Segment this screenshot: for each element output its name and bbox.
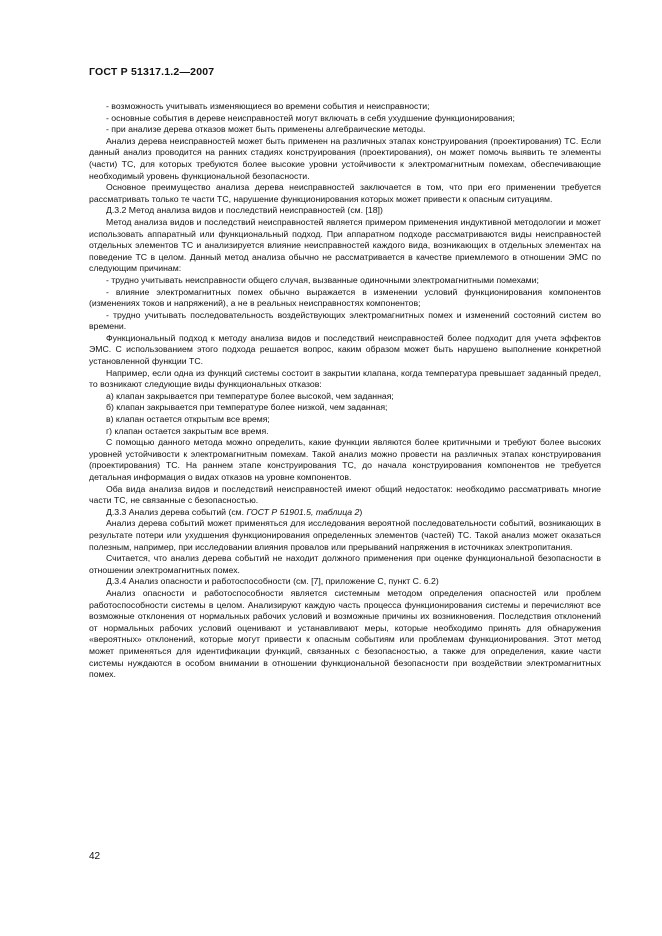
heading-suffix: ) bbox=[359, 506, 363, 517]
section-heading-d32: Д.3.2 Метод анализа видов и последствий неисправностей (см. [18]) bbox=[106, 205, 383, 216]
paragraph: Считается, что анализ дерева событий не находит должного применения при оценке функциональной безопасности в отношении электромагнитных помех. bbox=[89, 553, 601, 575]
list-item: - влияние электромагнитных помех обычно выражается в изменении условий функционирования компонентов (изменениях токов и напряжений), а не в реальных неисправностях компонентов; bbox=[89, 286, 601, 309]
paragraph: Анализ опасности и работоспособности является системным методом определения опасностей или проблем работоспособности системы в целом. Анализируют каждую часть процесса функционирования системы и перечисляют все возможные отклонения от нормальных рабочих условий и возможные причины их возникновения. Последствия отклонений от нормальных рабочих условий оценивают и устанавливают меры, которые необходимо принять для обнаружения «вероятных» отклонений, которые могут привести к опасным событиям или проблемам функционирования. Этот метод может применяться для идентификации функций, связанных с безопасностью, а также для определения, какие части системы нуждаются в особом внимании в отношении функциональной безопасности при воздействии электромагнитных помех. bbox=[89, 587, 601, 680]
paragraph: Например, если одна из функций системы состоит в закрытии клапана, когда температура превышает заданный предел, то возникают следующие виды функциональных отказов: bbox=[89, 367, 601, 390]
heading-text: Д.3.3 Анализ дерева событий (см. bbox=[106, 506, 247, 517]
list-item: в) клапан остается открытым все время; bbox=[106, 414, 270, 425]
list-item: - трудно учитывать последовательность воздействующих электромагнитных помех и изменений состояний систем во времени. bbox=[89, 309, 601, 332]
paragraph: Функциональный подход к методу анализа видов и последствий неисправностей более подходит для учета эффектов ЭМС. С использованием этого подхода решается вопрос, каким образом может быть нарушено выполнение конкретной установленной функции ТС. bbox=[89, 332, 601, 367]
list-item: г) клапан остается закрытым все время. bbox=[106, 425, 269, 436]
list-item: а) клапан закрывается при температуре более высокой, чем заданная; bbox=[106, 390, 394, 401]
paragraph: С помощью данного метода можно определить, какие функции являются более критичными и требуют более высоких уровней устойчивости к электромагнитным помехам. Такой анализ можно провести на различных этапах конструирования (проектирования) ТС. На раннем этапе конструирования ТС, до начала конструирования компонентов не требуется детальная информация о видах отказов на уровне компонентов. bbox=[89, 437, 601, 482]
list-item: б) клапан закрывается при температуре более низкой, чем заданная; bbox=[106, 402, 388, 413]
document-header: ГОСТ Р 51317.1.2—2007 bbox=[89, 66, 215, 78]
paragraph: Анализ дерева событий может применяться для исследования вероятной последовательности событий, возникающих в результате потери или ухудшения функционирования определенных элементов (частей) ТС. Такой анализ может оказаться полезным, например, при исследовании влияния провалов или прерываний напряжения в источниках электропитания. bbox=[89, 518, 601, 552]
standard-reference: ГОСТ Р 51901.5, таблица 2 bbox=[246, 506, 360, 517]
section-heading-d33 bbox=[89, 507, 601, 519]
section-heading-d34: Д.3.4 Анализ опасности и работоспособности (см. [7], приложение С, пункт С. 6.2) bbox=[106, 576, 439, 587]
paragraph: Оба вида анализа видов и последствий неисправностей имеют общий недостаток: необходимо рассматривать многие части ТС, не связанные с безопасностью. bbox=[89, 483, 601, 506]
page-number: 42 bbox=[89, 851, 101, 862]
list-item: - при анализе дерева отказов может быть применены алгебраические методы. bbox=[106, 124, 426, 135]
list-item: - возможность учитывать изменяющиеся во времени события и неисправности; bbox=[106, 101, 430, 111]
list-item: - трудно учитывать неисправности общего случая, вызванные одиночными электромагнитными помехами; bbox=[106, 274, 539, 285]
page-body bbox=[89, 101, 601, 681]
list-item: - основные события в дереве неисправностей могут включать в себя ухудшение функционирования; bbox=[106, 112, 515, 123]
paragraph: Анализ дерева неисправностей может быть применен на различных этапах конструирования (проектирования) ТС. Если данный анализ проводится на ранних стадиях конструирования (проектирования), он может помочь выявить те элементы (части) ТС, для которых требуются более высокие уровни устойчивости к электромагнитным помехам, обеспечивающие необходимый уровень функциональной безопасности. bbox=[89, 135, 601, 181]
paragraph: Метод анализа видов и последствий неисправностей является примером применения индуктивной методологии и может использовать аппаратный или функциональный подход. При аппаратном подходе рассматриваются виды неисправностей отдельных элементов ТС и анализируется влияние неисправностей каждого вида, возникающих в отдельных элементах на поведение ТС в целом. Данный метод анализа обычно не рассматривается в качестве приемлемого в отношении ЭМС по следующим причинам: bbox=[89, 216, 601, 274]
paragraph: Основное преимущество анализа дерева неисправностей заключается в том, что при его применении требуется рассматривать только те части ТС, нарушение функционирования которых может привести к опасным ситуациям. bbox=[89, 182, 601, 204]
